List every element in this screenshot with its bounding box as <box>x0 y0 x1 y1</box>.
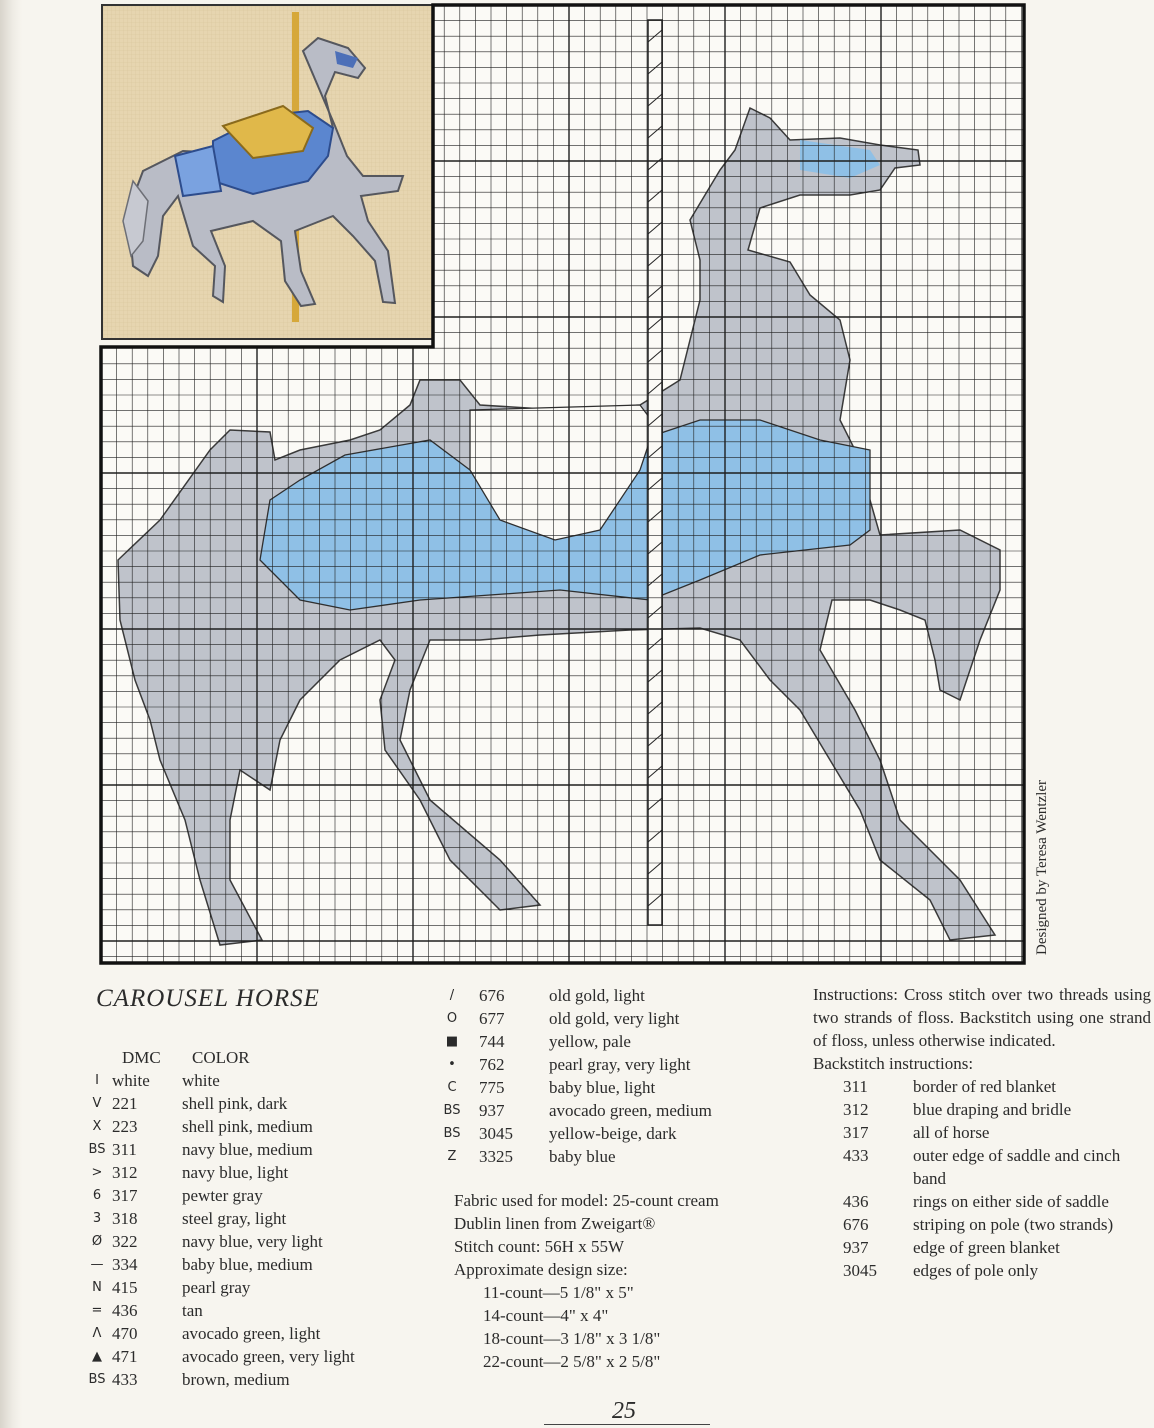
chart-symbol: Λ <box>92 1326 102 1341</box>
color-key-row <box>82 1138 355 1161</box>
color-name: white <box>182 1071 220 1090</box>
backstitch-row <box>813 1121 1151 1144</box>
dmc-number: 311 <box>112 1140 137 1159</box>
color-name: navy blue, medium <box>182 1140 313 1159</box>
dmc-number: 415 <box>112 1278 138 1297</box>
color-name: old gold, very light <box>549 1009 680 1028</box>
dmc-number: 436 <box>112 1301 138 1320</box>
backstitch-dmc: 433 <box>843 1146 869 1165</box>
backstitch-dmc: 3045 <box>843 1261 877 1280</box>
dmc-number: 433 <box>112 1370 138 1389</box>
chart-symbol: > <box>91 1165 103 1180</box>
color-key-row <box>437 1122 712 1145</box>
color-key-row <box>437 1030 712 1053</box>
backstitch-row <box>813 1236 1151 1259</box>
chart-symbol: 6 <box>92 1188 102 1203</box>
backstitch-dmc: 436 <box>843 1192 869 1211</box>
color-name: pewter gray <box>182 1186 263 1205</box>
chart-symbol: BS <box>88 1372 106 1387</box>
color-key-row <box>437 1076 712 1099</box>
dmc-number: 334 <box>112 1255 138 1274</box>
dmc-number: 470 <box>112 1324 138 1343</box>
dmc-number: 937 <box>479 1101 505 1120</box>
backstitch-dmc: 937 <box>843 1238 869 1257</box>
color-key-row <box>82 1092 355 1115</box>
chart-symbol: BS <box>443 1103 461 1118</box>
backstitch-dmc: 311 <box>843 1077 868 1096</box>
backstitch-row <box>813 1144 1151 1190</box>
fabric-line: Fabric used for model: 25-count cream <box>454 1191 719 1210</box>
chart-symbol: V <box>92 1096 102 1111</box>
color-name: pearl gray <box>182 1278 251 1297</box>
stitch-count: Stitch count: 56H x 55W <box>454 1237 624 1256</box>
color-key-row <box>82 1299 355 1322</box>
color-name: baby blue, light <box>549 1078 656 1097</box>
backstitch-desc: edges of pole only <box>913 1261 1039 1280</box>
color-name: navy blue, very light <box>182 1232 323 1251</box>
design-size-18: 18-count—3 1/8" x 3 1/8" <box>483 1329 661 1348</box>
dmc-number: 312 <box>112 1163 138 1182</box>
design-size-14: 14-count—4" x 4" <box>483 1306 609 1325</box>
chart-symbol: 3 <box>92 1211 102 1226</box>
backstitch-desc: edge of green blanket <box>913 1238 1060 1257</box>
color-key-row <box>437 1007 712 1030</box>
design-size-11: 11-count—5 1/8" x 5" <box>483 1283 634 1302</box>
backstitch-desc: outer edge of saddle and cinch band <box>913 1146 1121 1188</box>
color-key-header <box>82 1046 355 1069</box>
color-name: avocado green, very light <box>182 1347 355 1366</box>
backstitch-row <box>813 1259 1151 1282</box>
color-key-row <box>82 1276 355 1299</box>
fabric-line: Dublin linen from Zweigart® <box>454 1214 656 1233</box>
color-key-row <box>82 1115 355 1138</box>
chart-symbol: O <box>446 1011 458 1026</box>
color-header: COLOR <box>192 1048 250 1067</box>
color-key-row <box>82 1230 355 1253</box>
backstitch-row <box>813 1075 1151 1098</box>
dmc-number: 762 <box>479 1055 505 1074</box>
backstitch-dmc: 317 <box>843 1123 869 1142</box>
color-key-row <box>82 1322 355 1345</box>
dmc-header: DMC <box>122 1048 161 1067</box>
chart-symbol: • <box>448 1057 456 1072</box>
page-number-rule <box>544 1424 710 1425</box>
chart-symbol: Z <box>447 1149 457 1164</box>
color-key-column-2 <box>437 984 712 1168</box>
color-key-row <box>82 1161 355 1184</box>
backstitch-row <box>813 1098 1151 1121</box>
backstitch-desc: border of red blanket <box>913 1077 1057 1096</box>
design-size-heading: Approximate design size: <box>454 1260 628 1279</box>
dmc-number: 221 <box>112 1094 138 1113</box>
chart-symbol: BS <box>443 1126 461 1141</box>
color-name: pearl gray, very light <box>549 1055 691 1074</box>
color-name: baby blue, medium <box>182 1255 313 1274</box>
dmc-number: 744 <box>479 1032 505 1051</box>
dmc-number: 317 <box>112 1186 138 1205</box>
color-key-row <box>82 1368 355 1391</box>
backstitch-desc: rings on either side of saddle <box>913 1192 1109 1211</box>
dmc-number: 318 <box>112 1209 138 1228</box>
chart-symbol: C <box>447 1080 457 1095</box>
backstitch-desc: all of horse <box>913 1123 990 1142</box>
backstitch-dmc: 676 <box>843 1215 869 1234</box>
color-name: yellow, pale <box>549 1032 631 1051</box>
color-name: yellow-beige, dark <box>549 1124 677 1143</box>
dmc-number: 3045 <box>479 1124 513 1143</box>
color-name: brown, medium <box>182 1370 290 1389</box>
color-name: steel gray, light <box>182 1209 287 1228</box>
chart-symbol: ■ <box>445 1034 459 1049</box>
color-key-row <box>82 1207 355 1230</box>
chart-symbol: — <box>90 1257 104 1272</box>
dmc-number: 775 <box>479 1078 505 1097</box>
chart-symbol: BS <box>88 1142 106 1157</box>
designer-credit: Designed by Teresa Wentzler <box>1034 779 1050 955</box>
chart-symbol: Ø <box>91 1234 103 1249</box>
color-key-row <box>437 1099 712 1122</box>
chart-symbol: I <box>95 1073 99 1088</box>
instructions-text: Instructions: Cross stitch over two threads using two strands of floss. Backstitch using one strand of floss, unless otherwise indicated. <box>813 985 1151 1050</box>
dmc-number: white <box>112 1071 150 1090</box>
color-name: baby blue <box>549 1147 616 1166</box>
color-key-row <box>82 1069 355 1092</box>
chart-symbol: = <box>91 1303 103 1318</box>
color-key-row <box>82 1345 355 1368</box>
backstitch-desc: blue draping and bridle <box>913 1100 1072 1119</box>
color-key-row <box>437 984 712 1007</box>
chart-symbol: N <box>92 1280 102 1295</box>
backstitch-desc: striping on pole (two strands) <box>913 1215 1114 1234</box>
color-key-row <box>82 1253 355 1276</box>
fabric-info <box>454 1189 719 1373</box>
chart-symbol: ▲ <box>92 1349 102 1364</box>
backstitch-title: Backstitch instructions: <box>813 1054 974 1073</box>
color-name: avocado green, medium <box>549 1101 712 1120</box>
pattern-title: CAROUSEL HORSE <box>96 985 320 1012</box>
dmc-number: 471 <box>112 1347 138 1366</box>
color-name: old gold, light <box>549 986 645 1005</box>
color-key-row <box>437 1053 712 1076</box>
backstitch-dmc: 312 <box>843 1100 869 1119</box>
color-key-column-1 <box>82 1046 355 1391</box>
instructions <box>813 983 1151 1282</box>
color-key-row <box>437 1145 712 1168</box>
design-size-22: 22-count—2 5/8" x 2 5/8" <box>483 1352 661 1371</box>
color-name: tan <box>182 1301 203 1320</box>
color-key-row <box>82 1184 355 1207</box>
color-name: shell pink, medium <box>182 1117 313 1136</box>
color-name: avocado green, light <box>182 1324 321 1343</box>
chart-symbol: X <box>92 1119 102 1134</box>
dmc-number: 322 <box>112 1232 138 1251</box>
color-name: navy blue, light <box>182 1163 289 1182</box>
dmc-number: 677 <box>479 1009 505 1028</box>
backstitch-row <box>813 1190 1151 1213</box>
dmc-number: 3325 <box>479 1147 513 1166</box>
dmc-number: 676 <box>479 986 505 1005</box>
dmc-number: 223 <box>112 1117 138 1136</box>
color-name: shell pink, dark <box>182 1094 288 1113</box>
backstitch-row <box>813 1213 1151 1236</box>
page-number: 25 <box>612 1398 636 1424</box>
chart-symbol: / <box>449 988 455 1003</box>
